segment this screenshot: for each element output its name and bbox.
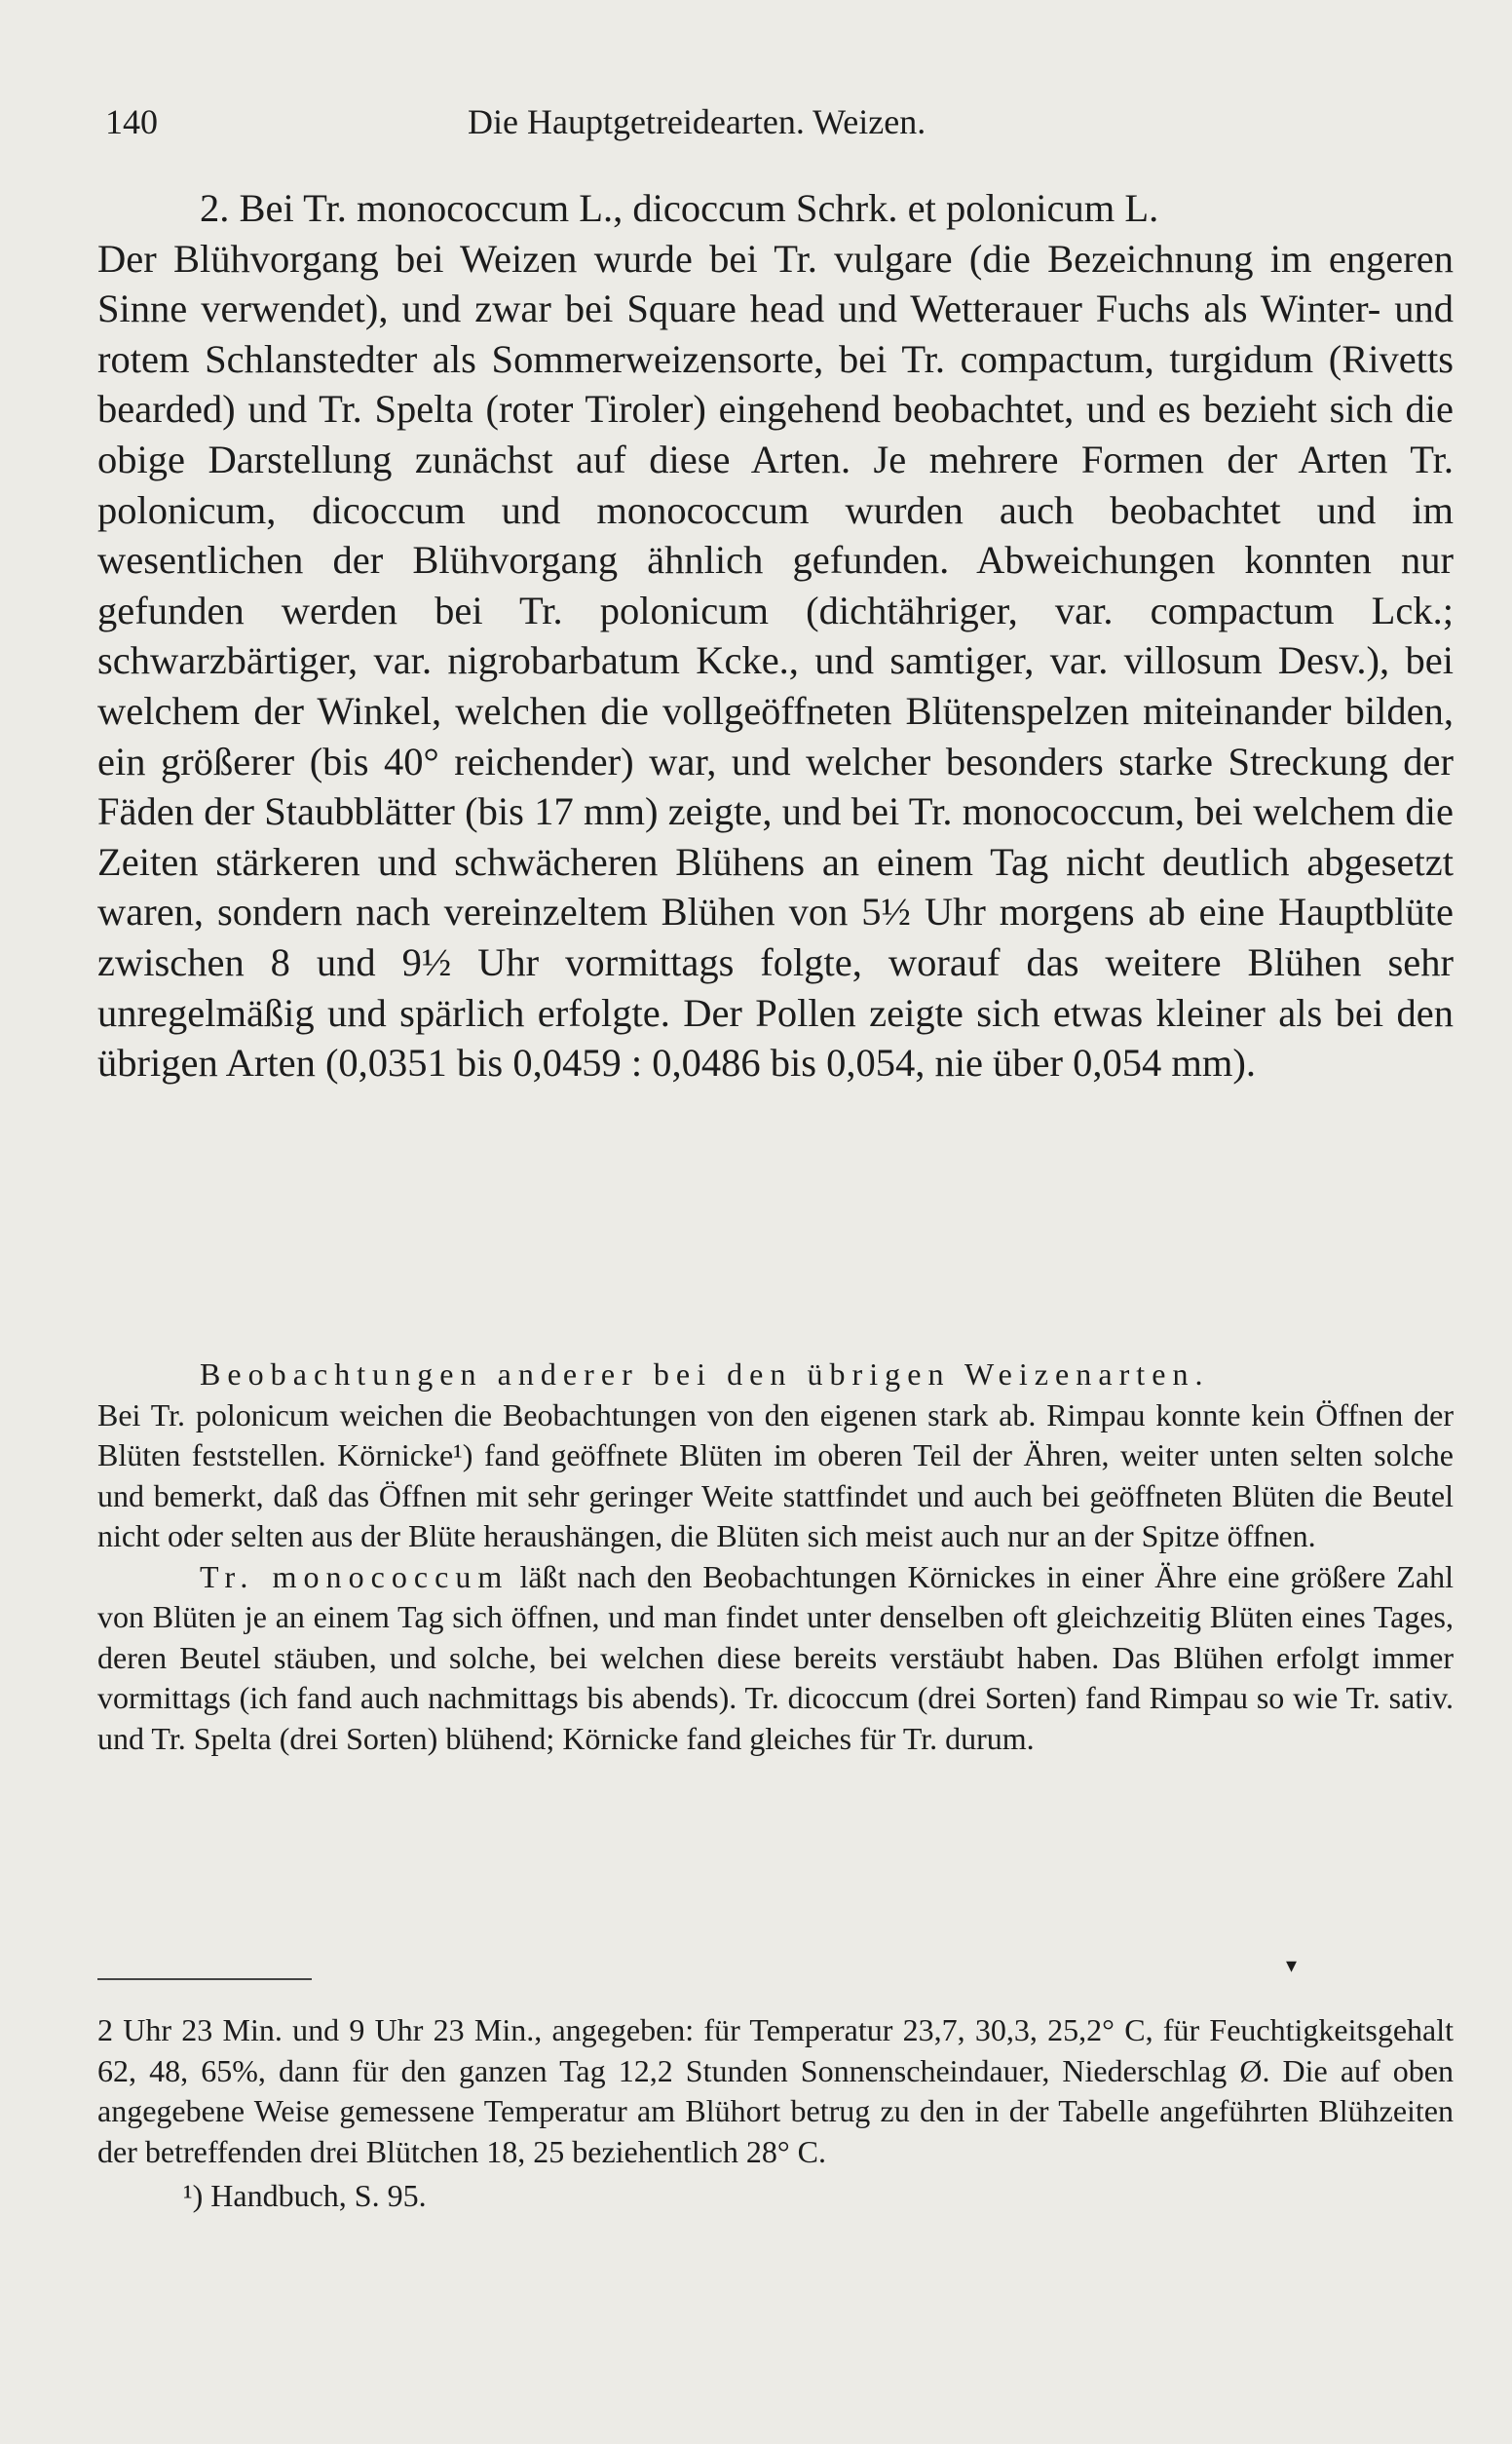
page-header [97, 97, 1454, 146]
small-paragraph-2-text: läßt nach den Beobachtungen Körnickes in einer Ähre eine größere Zahl von Blüten je an einem Tag sich öffnen, und man findet unter denselben oft gleichzeitig Blüten eines Tages, deren Beutel stäuben, und solche, bei welchen diese bereits verstäubt haben. Das Blühen erfolgt immer vormittags (ich fand auch nachmittags bis abends). Tr. dicoccum (drei Sorten) fand Rimpau so wie Tr. sativ. und Tr. Spelta (drei Sorten) blühend; Körnicke fand gleiches für Tr. durum. [97, 1558, 1455, 1756]
page-number: 140 [105, 102, 158, 141]
body-paragraph: Der Blühvorgang bei Weizen wurde bei Tr. vulgare (die Bezeichnung im engeren Sinne verwendet), und zwar bei Square head und Wetterauer Fuchs als Winter- und rotem Schlanstedter als Sommerweizensorte, bei Tr. compactum, turgidum (Rivetts bearded) und Tr. Spelta (roter Tiroler) eingehend beobachtet, und es bezieht sich die obige Darstellung zunächst auf diese Arten. Je mehrere Formen der Arten Tr. polonicum, dicoccum und monococcum wurden auch beobachtet und im wesentlichen der Blühvorgang ähnlich gefunden. Abweichungen konnten nur gefunden werden bei Tr. polonicum (dichtähriger, var. compactum Lck.; schwarzbärtiger, var. nigrobarbatum Kcke., und samtiger, var. villosum Desv.), bei welchem der Winkel, welchen die vollgeöffneten Blütenspelzen miteinander bilden, ein größerer (bis 40° reichender) war, und welcher besonders starke Streckung der Fäden der Staubblätter (bis 17 mm) zeigte, und bei Tr. monococcum, bei welchem die Zeiten stärkeren und schwächeren Blühens an einem Tag nicht deutlich abgesetzt waren, sondern nach vereinzeltem Blühen von 5½ Uhr morgens ab eine Hauptblüte zwischen 8 und 9½ Uhr vormittags folgte, worauf das weitere Blühen sehr unregelmäßig und spärlich erfolgte. Der Pollen zeigte sich etwas kleiner als bei den übrigen Arten (0,0351 bis 0,0459 : 0,0486 bis 0,054, nie über 0,054 mm). [97, 236, 1454, 1086]
main-text [97, 183, 1454, 1088]
footnote-rule [97, 1978, 312, 1980]
section-heading-paragraph: 2. Bei Tr. monococcum L., dicoccum Schrk. et polonicum L. [200, 186, 1159, 230]
footnote-1: ¹) Handbuch, S. 95. [183, 2178, 427, 2213]
spaced-term: Tr. monococcum [200, 1558, 510, 1594]
small-paragraph-1-text: Bei Tr. polonicum weichen die Beobachtungen von den eigenen stark ab. Rimpau konnte kein Öffnen der Blüten feststellen. Körnicke¹) fand geöffnete Blüten im oberen Teil der Ähren, weiter unten selten solche und bemerkt, daß das Öffnen mit sehr geringer Weite stattfindet und auch bei geöffneten Blüten die Beutel nicht oder selten aus der Blüte heraushängen, die Blüten sich meist auch nur an der Spitze öffnen. [97, 1396, 1454, 1553]
small-paragraph-2 [97, 1557, 1454, 1760]
running-head: Die Hauptgetreidearten. Weizen. [468, 102, 926, 141]
footnotes [97, 2010, 1454, 2217]
spaced-heading: Beobachtungen anderer bei den übrigen Weizenarten. [200, 1356, 1210, 1392]
small-print-section [97, 1355, 1454, 1759]
printer-mark: ▾ [1286, 1953, 1298, 1977]
footnote-continued: 2 Uhr 23 Min. und 9 Uhr 23 Min., angegeben: für Temperatur 23,7, 30,3, 25,2° C, für Feuchtigkeitsgehalt 62, 48, 65%, dann für den ganzen Tag 12,2 Stunden Sonnenscheindauer, Niederschlag Ø. Die auf oben angegebene Weise gemessene Temperatur am Blühort betrug zu den in der Tabelle angeführten Blühzeiten der betreffenden drei Blütchen 18, 25 beziehentlich 28° C. [97, 2012, 1454, 2169]
small-paragraph-1 [97, 1355, 1454, 1557]
